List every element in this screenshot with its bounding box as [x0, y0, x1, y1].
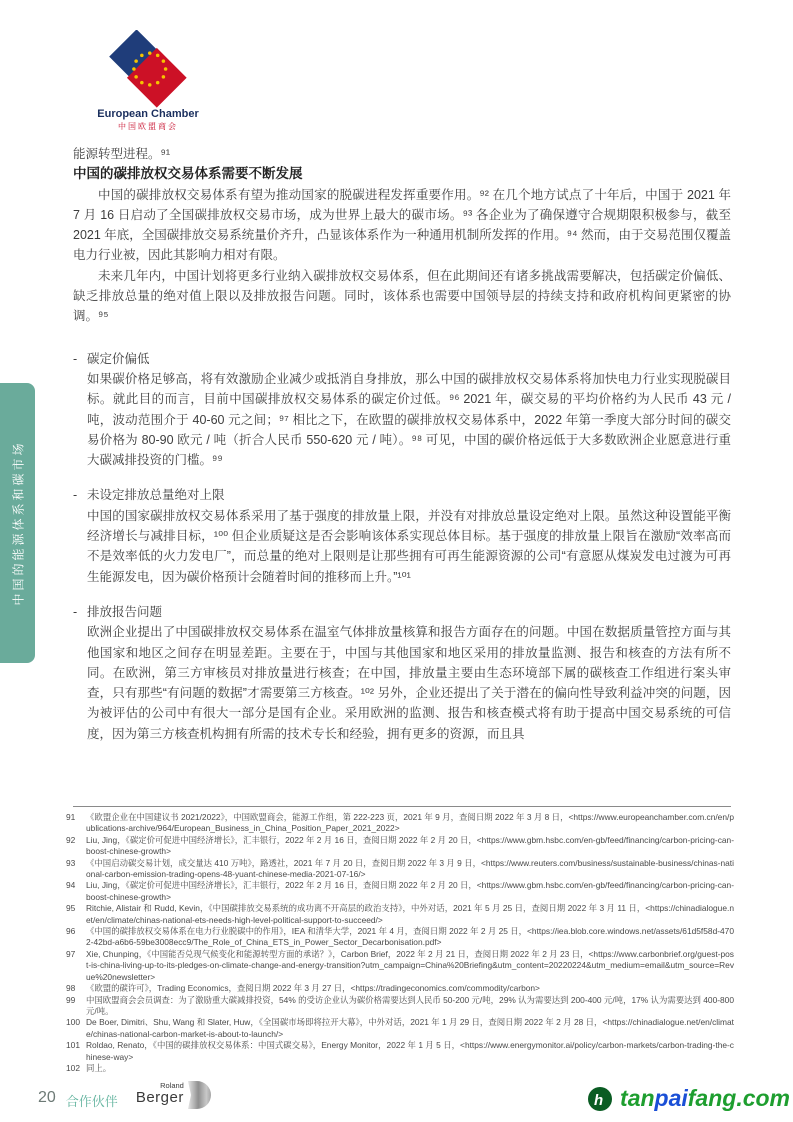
- watermark-text-fang: fang.com: [687, 1085, 790, 1111]
- chapter-side-tab: [0, 383, 35, 663]
- footnote-row: [66, 949, 734, 983]
- roland-berger-logo-bottom: Berger: [135, 1089, 184, 1106]
- watermark-text-pai: pai: [654, 1085, 688, 1111]
- tanpaifang-watermark-link[interactable]: [587, 1085, 790, 1112]
- chamber-logo-title: European Chamber: [97, 108, 199, 120]
- footnote-text: 同上。: [86, 1062, 112, 1073]
- intro-line: 能源转型进程。⁹¹: [73, 147, 171, 161]
- footnote-row: [66, 858, 734, 881]
- footnote-row: [66, 835, 734, 858]
- footnote-text: Ritchie, Alistair 和 Rudd, Kevin，《中国碳排放交易系统的成功离不开高层的政治支持》，中外对话，2021 年 5 月 25 日，查阅日期 2022 年 3 月 11 日，<https://chinadialogue.net/en/climate/chinas-national-ets-needs-high-level-political-support-to-succeed/>: [86, 903, 734, 925]
- svg-text:h: h: [594, 1091, 604, 1109]
- footer-section-label: 合作伙伴: [65, 1094, 118, 1109]
- footnote-text: De Boer, Dimitri、Shu, Wang 和 Slater, Huw，《全国碳市场即将拉开大幕》，中外对话，2021 年 1 月 29 日，查阅日期 2022 年 2 月 28 日，<https://chinadialogue.net/en/climate/chinas-national-carbon-market-is-about-to-launch/>: [86, 1017, 734, 1039]
- footnote-row: [66, 1063, 734, 1074]
- footnote-number: 101: [66, 1040, 80, 1051]
- footnote-text: 《欧盟的碳许可》，Trading Economics，查阅日期 2022 年 3 月 27 日，<https://tradingeconomics.com/commodity/carbon>: [86, 983, 540, 994]
- footnote-text: 中国欧盟商会会员调查：为了激励重大碳减排投资，54% 的受访企业认为碳价格需要达到人民币 50-200 元/吨，29% 认为需要达到 200-400 元/吨，17% 认为需要达到 400-800 元/吨。: [86, 994, 734, 1016]
- main-content: [73, 144, 731, 759]
- footnote-text: 《中国启动碳交易计划，成交量达 410 万吨》，路透社，2021 年 7 月 20 日，查阅日期 2022 年 3 月 9 日，<https://www.reuters.com/business/sustainable-business/chinas-national-carbon-emission-trading-opens-48-yuant-chinese-media-2021-07-16/>: [86, 857, 734, 880]
- page-footer: [38, 1080, 213, 1116]
- footnote-row: [66, 1017, 734, 1040]
- footnote-text: Xie, Chunping，《中国能否兑现气候变化和能源转型方面的承诺？》，Carbon Brief，2022 年 2 月 21 日，查阅日期 2022 年 2 月 23 日，<https://www.carbonbrief.org/guest-post-is-china-living-up-to-its-pledges-on-climate-change-and-energy-transition?utm_campaign=China%20Briefing&utm_content=20220224&utm_medium=email&utm_source=Revue%20newsletter>: [86, 948, 735, 982]
- bullet-dash: -: [73, 604, 78, 619]
- footnote-row: [66, 1040, 734, 1063]
- bullet-title: 碳定价偏低: [87, 351, 150, 366]
- bullet-item-no-absolute-cap: [73, 485, 731, 586]
- tanpaifang-leaf-icon: [587, 1086, 613, 1112]
- footnote-text: Liu, Jing，《碳定价可促进中国经济增长》，汇丰银行，2022 年 2 月 16 日，查阅日期 2022 年 2 月 20 日，<https://www.gbm.hsbc.com/en-gb/feed/financing/carbon-pricing-can-boost-chinese-growth>: [86, 834, 734, 857]
- bullet-dash: -: [73, 488, 78, 503]
- footnote-number: 97: [66, 948, 76, 959]
- roland-berger-logo-top: Roland: [160, 1081, 184, 1090]
- footnote-divider: [73, 806, 731, 807]
- footnote-number: 91: [66, 812, 76, 822]
- footnote-text: 《中国的碳排放权交易体系在电力行业脱碳中的作用》，IEA 和清华大学，2021 年 4 月，查阅日期 2022 年 2 月 25 日，<https://iea.blob.core.windows.net/assets/61d5f58d-4702-42bd-a6b6-59be3008ecc9/The_Role_of_China_ETS_in_Power_Sector_Decarbonisation.pdf>: [86, 926, 734, 948]
- footnote-text: Liu, Jing，《碳定价可促进中国经济增长》，汇丰银行，2022 年 2 月 16 日，查阅日期 2022 年 2 月 20 日，<https://www.gbm.hsbc.com/en-gb/feed/financing/carbon-pricing-can-boost-chinese-growth>: [86, 880, 734, 902]
- page-number: 20: [38, 1089, 56, 1106]
- footnote-number: 96: [66, 926, 76, 937]
- chamber-diamonds-icon: [104, 30, 192, 108]
- bullet-title: 未设定排放总量绝对上限: [87, 488, 225, 503]
- european-chamber-logo: [88, 30, 208, 132]
- footnote-number: 92: [66, 834, 76, 845]
- footnote-row: [66, 880, 734, 903]
- footnote-text: Roldao, Renato，《中国的碳排放权交易体系：中国式碳交易》，Energy Monitor，2022 年 1 月 5 日，<https://www.energymonitor.ai/policy/carbon-markets/carbon-trading-the-chinese-way>: [86, 1040, 734, 1062]
- bullet-dash: -: [73, 351, 78, 366]
- footnotes-section: [66, 812, 734, 1074]
- footnote-number: 95: [66, 903, 76, 914]
- chamber-logo-subtitle: 中国欧盟商会: [118, 122, 178, 131]
- paragraph: 中国的碳排放权交易体系有望为推动国家的脱碳进程发挥重要作用。⁹² 在几个地方试点了十年后，中国于 2021 年 7 月 16 日启动了全国碳排放权交易市场，成为世界上最大的碳市场。⁹³ 各企业为了确保遵守合规期限积极参与，截至 2021 年底，全国碳排放交易系统量价齐升，凸显该体系作为一种通用机制所发挥的作用。⁹⁴ 然而，由于交易范围仅覆盖电力行业被，因此其影响力相对有限。: [73, 187, 731, 263]
- bullet-title: 排放报告问题: [87, 604, 163, 619]
- footnote-number: 94: [66, 880, 76, 891]
- footnote-row: [66, 926, 734, 949]
- roland-berger-b-icon: [187, 1080, 213, 1116]
- bullet-body: 如果碳价格足够高，将有效激励企业减少或抵消自身排放，那么中国的碳排放权交易体系将加快电力行业实现脱碳目标。就此目的而言，目前中国碳排放权交易体系的碳定价过低。⁹⁶ 2021 年，碳交易的平均价格约为人民币 43 元 / 吨，波动范围介于 40-60 元之间；⁹⁷ 相比之下，在欧盟的碳排放权交易体系中，2022 年第一季度大部分时间的碳交易价格为 80-90 欧元 / 吨（折合人民币 550-620 元 / 吨）。⁹⁸ 可见，中国的碳价格远低于大多数欧洲企业愿意进行重大碳减排投资的门槛。⁹⁹: [87, 371, 731, 468]
- footnote-row: [66, 995, 734, 1018]
- bullet-body: 中国的国家碳排放权交易体系采用了基于强度的排放量上限，并没有对排放总量设定绝对上限。虽然这种设置能平衡经济增长与减排目标，¹⁰⁰ 但企业质疑这是否会影响该体系实现总体目标。基于强度的排放量上限旨在激励“效率高而不是效率低的火力发电厂”，而总量的绝对上限则是让那些拥有可再生能源资源的公司“有意愿从煤炭发电过渡为可再生能源发电，因为碳价格预计会随着时间的推移而上升。”¹⁰¹: [87, 508, 731, 584]
- bullet-item-reporting-issues: [73, 602, 731, 744]
- watermark-text-tan: tan: [620, 1085, 655, 1111]
- footnote-row: [66, 983, 734, 994]
- section-heading: 中国的碳排放权交易体系需要不断发展: [73, 166, 303, 182]
- footnote-number: 100: [66, 1017, 80, 1028]
- bullet-item-low-carbon-price: [73, 349, 731, 471]
- footnote-number: 99: [66, 994, 76, 1005]
- footnote-row: [66, 812, 734, 835]
- bullet-body: 欧洲企业提出了中国碳排放权交易体系在温室气体排放量核算和报告方面存在的问题。中国在数据质量管控方面与其他国家和地区之间存在明显差距。主要在于，中国与其他国家和地区采用的排放量监测、报告和核查的方法有所不同。在欧洲，第三方审核员对排放量进行核查；在中国，排放量主要由生态环境部下属的碳核查工作组进行案头审查，只有那些“有问题的数据”才需要第三方核查。¹⁰² 另外，企业还提出了关于潜在的偏向性导致利益冲突的问题，因为被评估的公司中有很大一部分是国有企业。采用欧洲的监测、报告和核查模式将有助于提高中国交易系统的可信度，因为第三方核查机构拥有所需的技术专长和经验，拥有更多的资源，而且具: [87, 625, 731, 741]
- paragraph: 未来几年内，中国计划将更多行业纳入碳排放权交易体系，但在此期间还有诸多挑战需要解决，包括碳定价偏低、缺乏排放总量的绝对值上限以及排放报告问题。同时，该体系也需要中国领导层的持续支持和政府机构间更紧密的协调。⁹⁵: [73, 268, 731, 324]
- footnote-number: 102: [66, 1062, 80, 1073]
- footnote-number: 93: [66, 857, 76, 868]
- chapter-side-tab-label: 中国的能源体系和碳市场: [11, 440, 25, 606]
- footnote-number: 98: [66, 983, 76, 994]
- roland-berger-logo: [136, 1080, 213, 1116]
- footnote-text: 《欧盟企业在中国建议书 2021/2022》，中国欧盟商会，能源工作组，第 222-223 页，2021 年 9 月，查阅日期 2022 年 3 月 8 日，<https://www.europeanchamber.com.cn/en/publications-archive/964/European_Business_in_China_Position_Paper_2021_2022>: [86, 812, 734, 834]
- footnote-row: [66, 903, 734, 926]
